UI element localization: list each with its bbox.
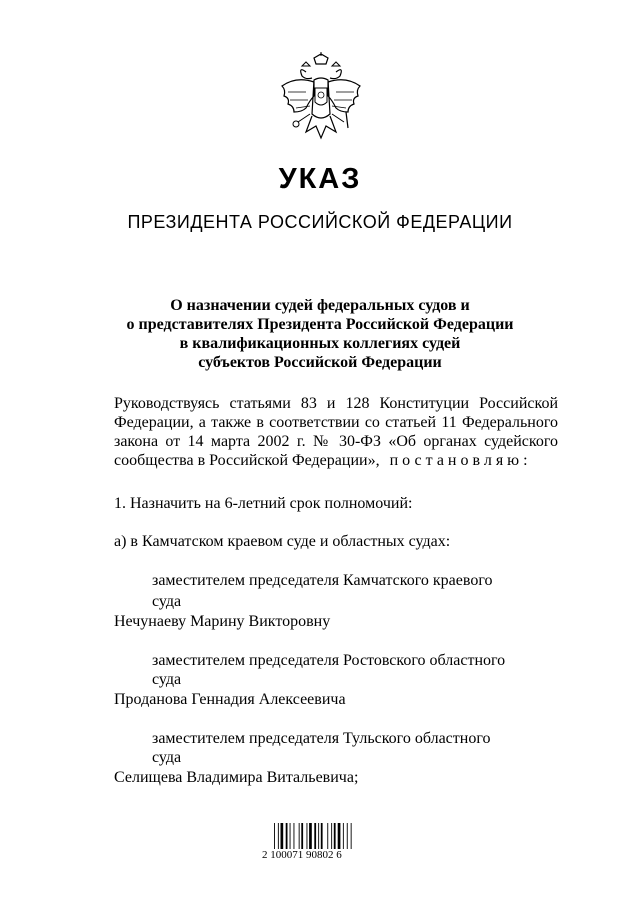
appointment-position-cont: суда	[152, 671, 182, 688]
heading-line: субъектов Российской Федерации	[198, 354, 442, 371]
appointment-position: заместителем председателя Тульского областного	[152, 730, 491, 747]
heading-line: в квалификационных коллегиях судей	[179, 335, 461, 352]
preamble-ending: сообщества в Российской Федерации»,	[114, 452, 380, 469]
heading-line: О назначении судей федеральных судов и	[170, 297, 470, 314]
decree-verb: постановляю:	[389, 452, 532, 469]
appointment-position: заместителем председателя Камчатского краевого	[152, 572, 493, 589]
preamble-line: Руководствуясь статьями 83 и 128 Конституции Российской	[114, 395, 558, 412]
appointment-position: заместителем председателя Ростовского областного	[152, 652, 506, 669]
document-title: УКАЗ	[278, 163, 362, 195]
preamble-last-line-text	[114, 451, 532, 470]
decree-heading	[100, 296, 540, 372]
heading-line: о представителях Президента Российской Федерации	[126, 316, 514, 333]
appointee-name: Проданова Геннадия Алексеевича	[114, 691, 346, 708]
barcode-number: 2 100071 90802 6	[262, 849, 342, 861]
item-a: а) в Камчатском краевом суде и областных судах:	[114, 533, 451, 550]
preamble-line: Федерации, а также в соответствии со статьей 11 Федерального	[114, 414, 558, 431]
item-1: 1. Назначить на 6-летний срок полномочий:	[114, 495, 413, 512]
document-subtitle: ПРЕЗИДЕНТА РОССИЙСКОЙ ФЕДЕРАЦИИ	[127, 212, 513, 232]
appointee-name: Селищева Владимира Витальевича;	[114, 769, 359, 786]
barcode	[268, 817, 368, 869]
coat-of-arms-emblem	[276, 52, 366, 152]
preamble-line: закона от 14 марта 2002 г. № 30-ФЗ «Об органах судейского	[114, 433, 558, 450]
appointment-position-cont: суда	[152, 593, 182, 610]
appointment-position-cont: суда	[152, 749, 182, 766]
appointee-name: Нечунаеву Марину Викторовну	[114, 613, 331, 630]
